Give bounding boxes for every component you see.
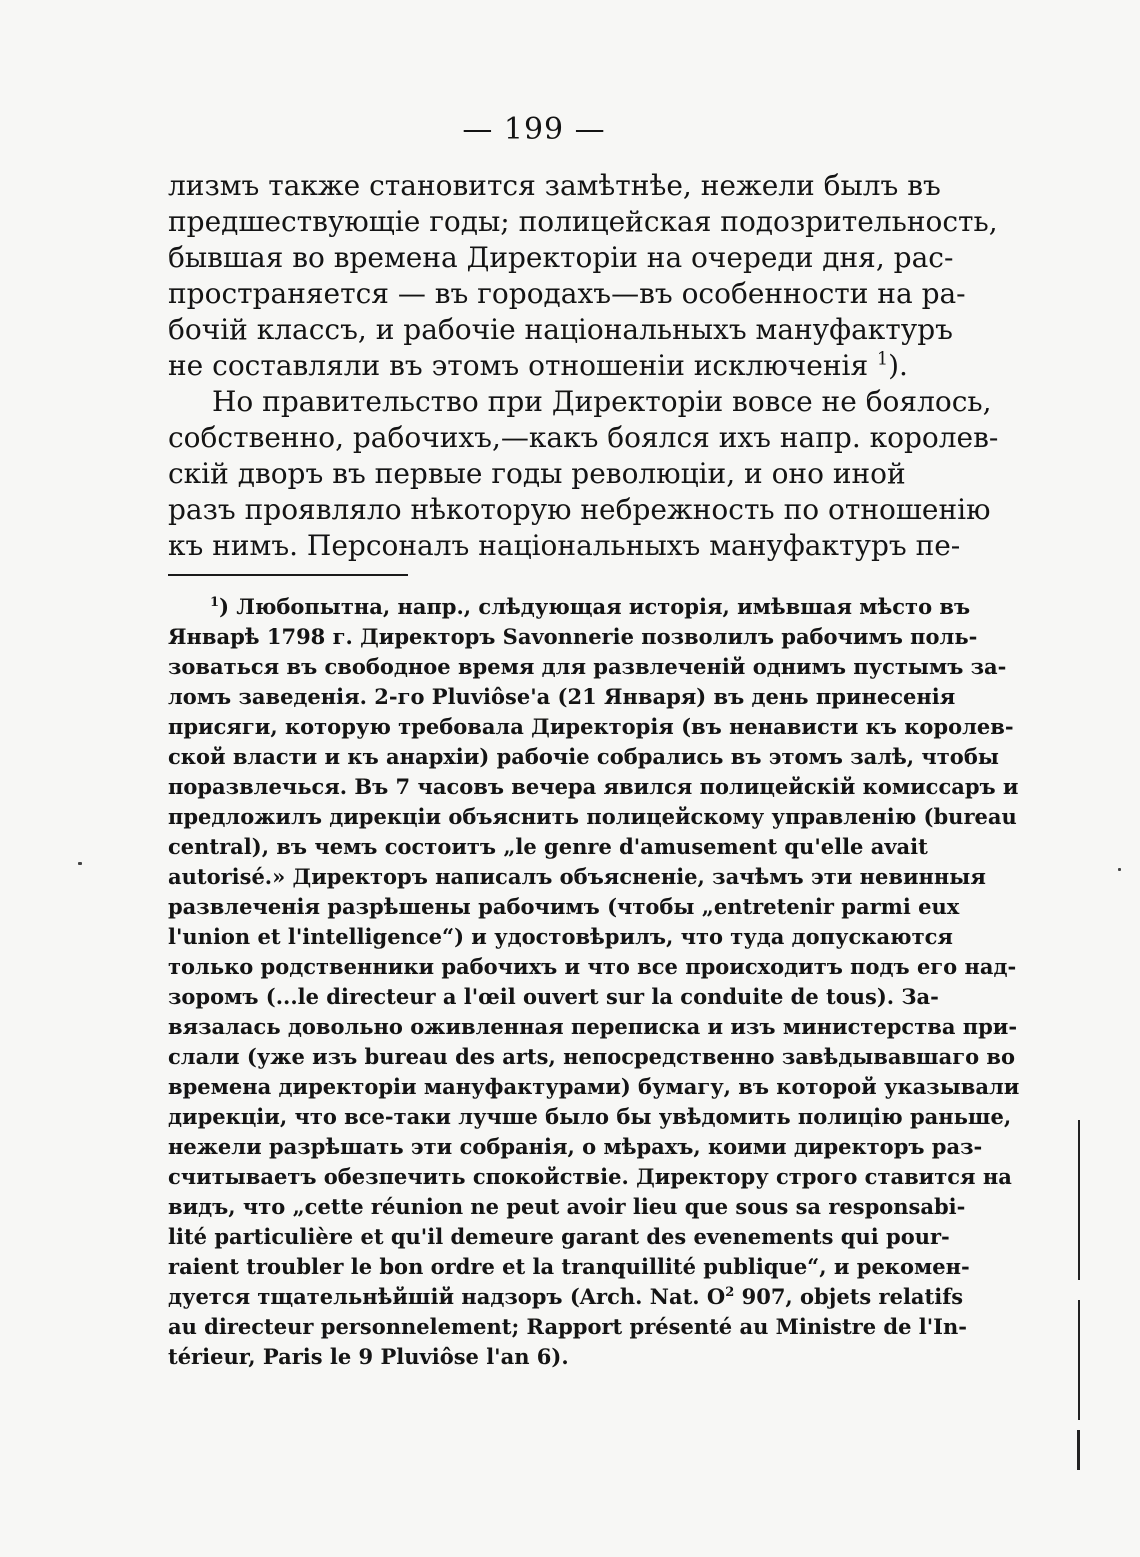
text-line: не составляли въ этомъ отношеніи исключенія	[168, 349, 869, 382]
text-line: бочій классъ, и рабочіе національныхъ мануфактуръ	[168, 313, 953, 346]
main-text	[168, 168, 999, 564]
scan-edge-mark	[1078, 1120, 1080, 1280]
footnote-reference: 1	[877, 349, 889, 370]
footnote-line: вязалась довольно оживленная переписка и изъ министерства при-	[168, 1014, 1018, 1039]
footnote-archive-line	[168, 1282, 964, 1312]
page-number: — 199 —	[462, 112, 606, 147]
footnote-line: l'union et l'intelligence“) и удостовѣрилъ, что туда допускаются	[168, 924, 953, 949]
footnote-line: raient troubler le bon ordre et la tranquillité publique“, и рекомен-	[168, 1254, 970, 1279]
text-line: предшествующіе годы; полицейская подозрительность,	[168, 205, 998, 238]
archive-reference-tail: 907, objets relatifs	[734, 1284, 964, 1309]
footnote-line: зоваться въ свободное время для развлеченій однимъ пустымъ за-	[168, 654, 1007, 679]
footnote-line: присяги, которую требовала Директорія (въ ненависти къ королев-	[168, 714, 1014, 739]
footnote-line: нежели разрѣшать эти собранія, о мѣрахъ, коими директоръ раз-	[168, 1134, 983, 1159]
footnote-marker-close: )	[219, 594, 229, 619]
text-line: бывшая во времена Директоріи на очереди дня, рас-	[168, 241, 954, 274]
footnote-line: lité particulière et qu'il demeure garant des evenements qui pour-	[168, 1224, 950, 1249]
scan-edge-mark	[1077, 1430, 1080, 1470]
footnote-line: Январѣ 1798 г. Директоръ Savonnerie позволилъ рабочимъ поль-	[168, 624, 978, 649]
footnote-line: ломъ заведенія. 2-го Pluviôse'а (21 Января) въ день принесенія	[168, 684, 956, 709]
text-line: разъ проявляло нѣкоторую небрежность по отношенію	[168, 493, 991, 526]
text-line: лизмъ также становится замѣтнѣе, нежели былъ въ	[168, 169, 941, 202]
text-line: пространяется — въ городахъ—въ особенности на ра-	[168, 277, 966, 310]
footnote-separator	[168, 574, 408, 576]
scan-edge-mark	[1078, 1300, 1080, 1420]
footnote-line: central), въ чемъ состоитъ „le genre d'amusement qu'elle avait	[168, 834, 928, 859]
footnote	[168, 592, 1020, 1372]
footnote-first-line	[168, 592, 971, 622]
footnote-line: зоромъ (...le directeur a l'œil ouvert sur la conduite de tous). За-	[168, 984, 939, 1009]
footnote-line: предложилъ дирекціи объяснить полицейскому управленію (bureau	[168, 804, 1017, 829]
paragraph-start: Но правительство при Директоріи вовсе не боялось,	[212, 385, 992, 418]
scan-speck	[78, 862, 82, 865]
text-line-with-footnote-ref	[168, 348, 908, 384]
footnote-line: ской власти и къ анархіи) рабочіе собрались въ этомъ залѣ, чтобы	[168, 744, 999, 769]
footnote-line: au directeur personnelement; Rapport présenté au Ministre de l'In-	[168, 1314, 967, 1339]
footnote-line: дирекціи, что все-таки лучше было бы увѣдомить полицію раньше,	[168, 1104, 1012, 1129]
footnote-line: развлеченія разрѣшены рабочимъ (чтобы „entretenir parmi eux	[168, 894, 960, 919]
archive-superscript: 2	[725, 1285, 735, 1300]
footnote-line: térieur, Paris le 9 Pluviôse l'an 6).	[168, 1344, 569, 1369]
footnote-line: autorisé.» Директоръ написалъ объясненіе, зачѣмъ эти невинныя	[168, 864, 986, 889]
footnote-line: только родственники рабочихъ и что все происходитъ подъ его над-	[168, 954, 1017, 979]
footnote-line: видъ, что „cette réunion ne peut avoir lieu que sous sa responsabi-	[168, 1194, 966, 1219]
text-line: собственно, рабочихъ,—какъ боялся ихъ напр. королев-	[168, 421, 999, 454]
footnote-line: Любопытна, напр., слѣдующая исторія, имѣвшая мѣсто въ	[236, 594, 971, 619]
footnote-line: поразвлечься. Въ 7 часовъ вечера явился полицейскій комиссаръ и	[168, 774, 1019, 799]
footnote-reference-close: ).	[888, 349, 908, 382]
footnote-line: слали (уже изъ bureau des arts, непосредственно завѣдывавшаго во	[168, 1044, 1016, 1069]
scan-speck	[1118, 868, 1121, 871]
text-line: къ нимъ. Персоналъ національныхъ мануфактуръ пе-	[168, 529, 961, 562]
footnote-line: времена директоріи мануфактурами) бумагу, въ которой указывали	[168, 1074, 1020, 1099]
footnote-line: дуется тщательнѣйшій надзоръ (Arch. Nat. O	[168, 1284, 726, 1309]
text-line: скій дворъ въ первые годы революціи, и оно иной	[168, 457, 906, 490]
footnote-line: считываетъ обезпечить спокойствіе. Директору строго ставится на	[168, 1164, 1012, 1189]
footnote-marker: 1	[210, 595, 220, 610]
